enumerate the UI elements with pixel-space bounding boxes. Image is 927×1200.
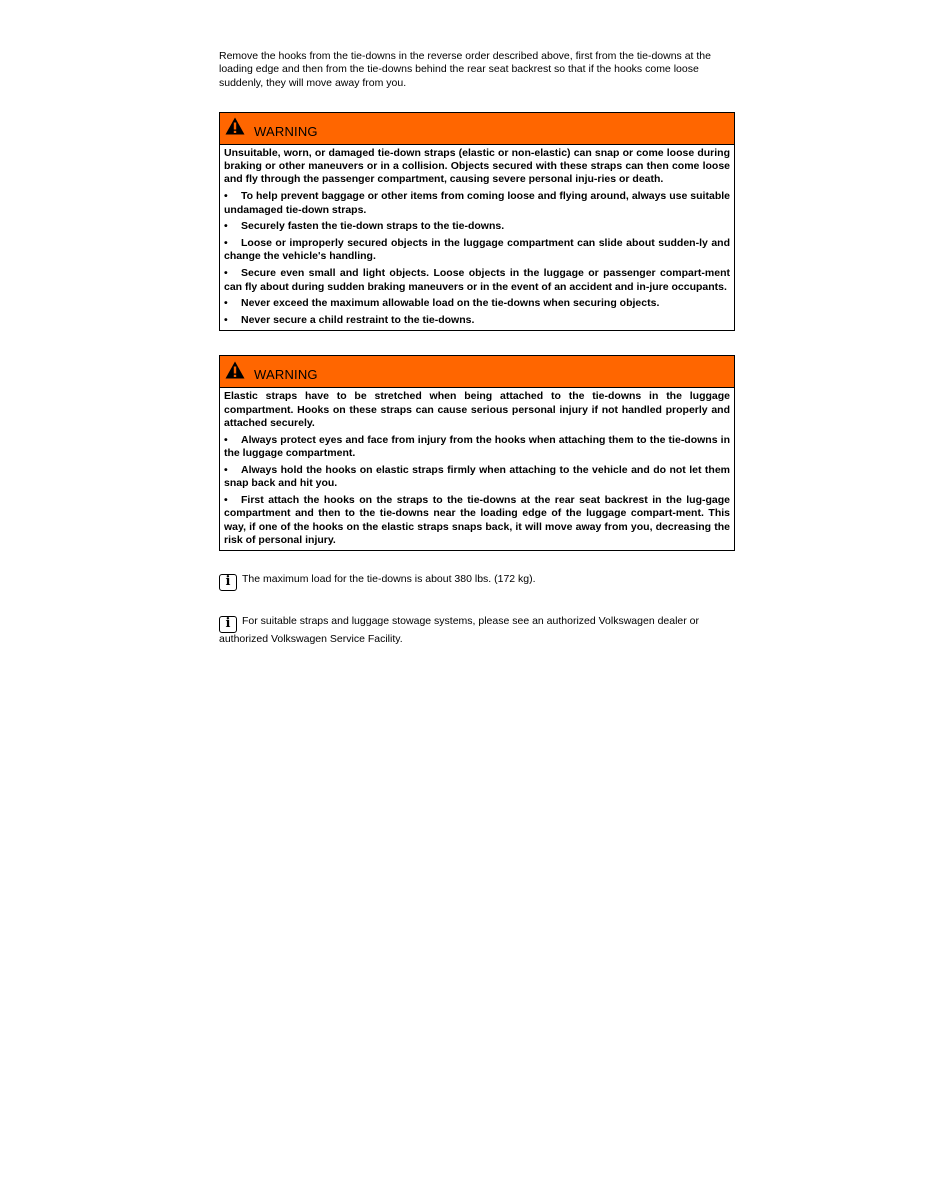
- warning-box-1: [219, 112, 735, 332]
- warning-header: [220, 356, 734, 388]
- note-text: The maximum load for the tie-downs is about 380 lbs. (172 kg).: [242, 573, 536, 586]
- warning-item: • Always hold the hooks on elastic straps firmly when attaching to the vehicle and do not let them snap back and hit you.: [224, 463, 730, 490]
- warning-item: • Securely fasten the tie-down straps to the tie-downs.: [224, 220, 505, 233]
- warning-item: • Never exceed the maximum allowable load on the tie-downs when securing objects.: [224, 297, 660, 310]
- warning-list: [224, 434, 730, 547]
- warning-list: [224, 190, 730, 327]
- intro-paragraph: Remove the hooks from the tie-downs in the reverse order described above, first from the tie-downs at the loading edge and then from the tie-downs behind the rear seat backrest so that if the hooks come loose suddenly, they will move away from you.: [219, 50, 711, 89]
- warning-item: • Never secure a child restraint to the tie-downs.: [224, 314, 475, 327]
- note-text: For suitable straps and luggage stowage systems, please see an authorized Volkswagen dealer or authorized Volkswagen Service Facility.: [219, 615, 700, 646]
- warning-box-2: [219, 355, 735, 551]
- info-icon: i: [219, 574, 237, 591]
- info-icon: i: [219, 616, 237, 633]
- bullet-icon: •: [224, 267, 228, 280]
- info-note-2: [219, 615, 735, 646]
- bullet-icon: •: [224, 494, 228, 507]
- warning-intro: Unsuitable, worn, or damaged tie-down straps (elastic or non-elastic) can snap or come loose during braking or other maneuvers or in a collision. Objects secured with these straps can then come loose and fly through the passenger compartment, causing severe personal inju-ries or death.: [224, 146, 730, 186]
- warning-title: WARNING: [254, 123, 318, 139]
- warning-item: • First attach the hooks on the straps to the tie-downs at the rear seat backrest in the lug-gage compartment and then to the tie-downs near the loading edge of the luggage compart-ment. This way, if one of the hooks on the elastic straps snaps back, it will move away from you, decreasing the risk of personal injury.: [224, 494, 730, 546]
- warning-triangle-icon: [225, 361, 245, 379]
- bullet-icon: •: [224, 433, 228, 446]
- warning-item: • Always protect eyes and face from injury from the hooks when attaching them to the tie-downs in the luggage compartment.: [224, 433, 730, 460]
- warning-body: [220, 388, 734, 550]
- bullet-icon: •: [224, 220, 228, 233]
- info-note-1: [219, 573, 735, 591]
- warning-title: WARNING: [254, 367, 318, 383]
- bullet-icon: •: [224, 190, 228, 203]
- bullet-icon: •: [224, 463, 228, 476]
- warning-triangle-icon: [225, 117, 245, 135]
- bullet-icon: •: [224, 237, 228, 250]
- warning-header: [220, 113, 734, 145]
- warning-body: [220, 145, 734, 331]
- page-content: [219, 50, 735, 647]
- warning-item: • To help prevent baggage or other items from coming loose and flying around, always use suitable undamaged tie-down straps.: [224, 190, 730, 216]
- bullet-icon: •: [224, 297, 228, 310]
- warning-intro: Elastic straps have to be stretched when being attached to the tie-downs in the luggage compartment. Hooks on these straps can cause serious personal injury if not handled properly and attached securely.: [224, 390, 730, 430]
- warning-item: • Loose or improperly secured objects in the luggage compartment can slide about sudden-ly and change the vehicle's handling.: [224, 237, 730, 263]
- bullet-icon: •: [224, 314, 228, 327]
- warning-item: • Secure even small and light objects. Loose objects in the luggage or passenger compart-ment can fly about during sudden braking maneuvers or in the event of an accident and in-jure occupants.: [224, 267, 730, 293]
